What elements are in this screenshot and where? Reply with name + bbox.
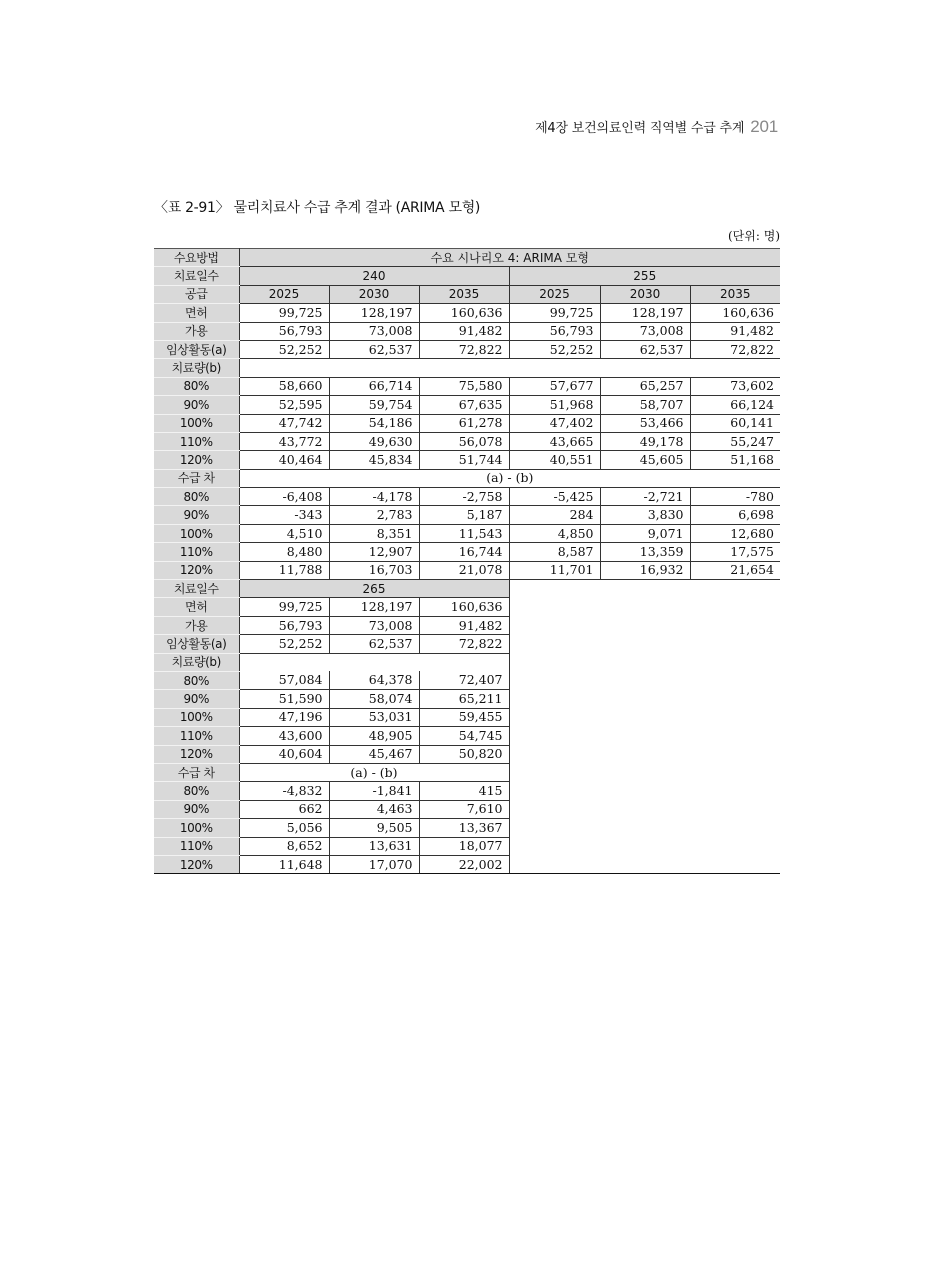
- value-cell: 18,077: [419, 837, 509, 855]
- value-cell: 9,071: [600, 524, 690, 542]
- value-cell: 6,698: [690, 506, 780, 524]
- row-label: 80%: [154, 782, 239, 800]
- empty-cell: [509, 671, 780, 689]
- table-row: [154, 708, 780, 726]
- value-cell: 11,543: [419, 524, 509, 542]
- row-label: 면허: [154, 598, 239, 616]
- empty-cell: [239, 653, 509, 671]
- row-label: 수요방법: [154, 249, 239, 267]
- table-row: [154, 616, 780, 634]
- value-cell: 59,754: [329, 396, 419, 414]
- value-cell: 13,367: [419, 819, 509, 837]
- value-cell: 58,707: [600, 396, 690, 414]
- empty-cell: [509, 598, 780, 616]
- value-cell: 65,257: [600, 377, 690, 395]
- table-row: [154, 598, 780, 616]
- value-cell: 16,744: [419, 543, 509, 561]
- value-cell: 66,714: [329, 377, 419, 395]
- table-row: [154, 340, 780, 358]
- table-row: [154, 580, 780, 598]
- value-cell: 99,725: [509, 304, 600, 322]
- table-row: [154, 304, 780, 322]
- value-cell: 21,078: [419, 561, 509, 579]
- row-label: 110%: [154, 543, 239, 561]
- row-label: 임상활동(a): [154, 635, 239, 653]
- days-header: 255: [509, 267, 780, 285]
- value-cell: 12,907: [329, 543, 419, 561]
- table-row: [154, 267, 780, 285]
- table-row: [154, 451, 780, 469]
- unit-note: (단위: 명): [728, 229, 780, 243]
- value-cell: 57,677: [509, 377, 600, 395]
- value-cell: 99,725: [239, 598, 329, 616]
- value-cell: 45,467: [329, 745, 419, 763]
- value-cell: 55,247: [690, 432, 780, 450]
- value-cell: 91,482: [690, 322, 780, 340]
- value-cell: 91,482: [419, 616, 509, 634]
- empty-cell: [509, 800, 780, 818]
- value-cell: 67,635: [419, 396, 509, 414]
- value-cell: -2,721: [600, 488, 690, 506]
- value-cell: 45,605: [600, 451, 690, 469]
- value-cell: 40,551: [509, 451, 600, 469]
- value-cell: 65,211: [419, 690, 509, 708]
- value-cell: 56,793: [239, 322, 329, 340]
- value-cell: 61,278: [419, 414, 509, 432]
- value-cell: 62,537: [329, 340, 419, 358]
- value-cell: 57,084: [239, 671, 329, 689]
- value-cell: 128,197: [329, 304, 419, 322]
- value-cell: 9,505: [329, 819, 419, 837]
- empty-cell: [509, 782, 780, 800]
- table-row: [154, 322, 780, 340]
- days-header: 240: [239, 267, 509, 285]
- value-cell: 284: [509, 506, 600, 524]
- table-body: [154, 249, 780, 874]
- value-cell: 415: [419, 782, 509, 800]
- row-label: 90%: [154, 396, 239, 414]
- table-row: [154, 763, 780, 781]
- empty-cell: [509, 635, 780, 653]
- value-cell: 66,124: [690, 396, 780, 414]
- value-cell: 43,600: [239, 727, 329, 745]
- value-cell: 47,196: [239, 708, 329, 726]
- value-cell: 45,834: [329, 451, 419, 469]
- value-cell: 13,631: [329, 837, 419, 855]
- table-row: [154, 837, 780, 855]
- value-cell: 58,660: [239, 377, 329, 395]
- value-cell: 17,575: [690, 543, 780, 561]
- value-cell: 40,604: [239, 745, 329, 763]
- value-cell: 72,822: [419, 340, 509, 358]
- value-cell: 16,703: [329, 561, 419, 579]
- year-header: 2030: [600, 285, 690, 303]
- value-cell: -343: [239, 506, 329, 524]
- value-cell: 50,820: [419, 745, 509, 763]
- value-cell: 4,510: [239, 524, 329, 542]
- value-cell: 51,968: [509, 396, 600, 414]
- value-cell: 5,056: [239, 819, 329, 837]
- empty-cell: [509, 745, 780, 763]
- value-cell: 662: [239, 800, 329, 818]
- row-label: 110%: [154, 727, 239, 745]
- page-number: 201: [750, 117, 778, 136]
- value-cell: 160,636: [690, 304, 780, 322]
- value-cell: 91,482: [419, 322, 509, 340]
- row-label: 수급 차: [154, 469, 239, 487]
- table-caption: 〈표 2-91〉 물리치료사 수급 추계 결과 (ARIMA 모형): [154, 200, 481, 216]
- year-header: 2035: [690, 285, 780, 303]
- value-cell: 51,590: [239, 690, 329, 708]
- value-cell: 54,745: [419, 727, 509, 745]
- value-cell: 56,793: [509, 322, 600, 340]
- value-cell: 11,701: [509, 561, 600, 579]
- value-cell: 128,197: [600, 304, 690, 322]
- value-cell: 5,187: [419, 506, 509, 524]
- table-row: [154, 727, 780, 745]
- value-cell: 54,186: [329, 414, 419, 432]
- row-label: 치료일수: [154, 267, 239, 285]
- value-cell: 40,464: [239, 451, 329, 469]
- empty-cell: [509, 580, 780, 598]
- row-label: 80%: [154, 488, 239, 506]
- chapter-title: 제4장 보건의료인력 직역별 수급 추계: [535, 121, 745, 136]
- row-label: 90%: [154, 690, 239, 708]
- value-cell: 60,141: [690, 414, 780, 432]
- empty-cell: [239, 359, 780, 377]
- value-cell: 4,463: [329, 800, 419, 818]
- year-header: 2030: [329, 285, 419, 303]
- table-row: [154, 359, 780, 377]
- value-cell: 43,772: [239, 432, 329, 450]
- row-label: 가용: [154, 322, 239, 340]
- empty-cell: [509, 653, 780, 671]
- value-cell: 72,822: [419, 635, 509, 653]
- value-cell: 160,636: [419, 304, 509, 322]
- value-cell: 56,078: [419, 432, 509, 450]
- value-cell: -5,425: [509, 488, 600, 506]
- row-label: 가용: [154, 616, 239, 634]
- year-header: 2035: [419, 285, 509, 303]
- value-cell: 59,455: [419, 708, 509, 726]
- value-cell: 47,742: [239, 414, 329, 432]
- value-cell: 3,830: [600, 506, 690, 524]
- row-label: 치료량(b): [154, 359, 239, 377]
- table-row: [154, 782, 780, 800]
- value-cell: 73,008: [600, 322, 690, 340]
- row-label: 110%: [154, 837, 239, 855]
- value-cell: 160,636: [419, 598, 509, 616]
- row-label: 100%: [154, 819, 239, 837]
- table-row: [154, 855, 780, 873]
- table-row: [154, 488, 780, 506]
- table-row: [154, 561, 780, 579]
- supply-demand-table: [154, 248, 780, 874]
- row-label: 120%: [154, 451, 239, 469]
- value-cell: 51,168: [690, 451, 780, 469]
- value-cell: -4,178: [329, 488, 419, 506]
- value-cell: 2,783: [329, 506, 419, 524]
- value-cell: 75,580: [419, 377, 509, 395]
- value-cell: 52,252: [239, 635, 329, 653]
- table-row: [154, 396, 780, 414]
- value-cell: 11,788: [239, 561, 329, 579]
- table-row: [154, 635, 780, 653]
- value-cell: 52,252: [509, 340, 600, 358]
- value-cell: -2,758: [419, 488, 509, 506]
- table-row: [154, 671, 780, 689]
- value-cell: 13,359: [600, 543, 690, 561]
- value-cell: 64,378: [329, 671, 419, 689]
- table-row: [154, 543, 780, 561]
- table-row: [154, 469, 780, 487]
- value-cell: 51,744: [419, 451, 509, 469]
- row-label: 120%: [154, 855, 239, 873]
- empty-cell: [509, 837, 780, 855]
- days-header: 265: [239, 580, 509, 598]
- gap-formula: (a) - (b): [239, 763, 509, 781]
- empty-cell: [509, 708, 780, 726]
- row-label: 임상활동(a): [154, 340, 239, 358]
- value-cell: 53,466: [600, 414, 690, 432]
- value-cell: 8,351: [329, 524, 419, 542]
- row-label: 80%: [154, 671, 239, 689]
- value-cell: 52,595: [239, 396, 329, 414]
- row-label: 90%: [154, 800, 239, 818]
- value-cell: -4,832: [239, 782, 329, 800]
- table-row: [154, 800, 780, 818]
- row-label: 110%: [154, 432, 239, 450]
- table-row: [154, 414, 780, 432]
- scenario-header: 수요 시나리오 4: ARIMA 모형: [239, 249, 780, 267]
- year-header: 2025: [239, 285, 329, 303]
- value-cell: 48,905: [329, 727, 419, 745]
- value-cell: 7,610: [419, 800, 509, 818]
- value-cell: 11,648: [239, 855, 329, 873]
- value-cell: 16,932: [600, 561, 690, 579]
- table-row: [154, 653, 780, 671]
- table-row: [154, 285, 780, 303]
- value-cell: 72,822: [690, 340, 780, 358]
- value-cell: 49,630: [329, 432, 419, 450]
- row-label: 100%: [154, 524, 239, 542]
- value-cell: 128,197: [329, 598, 419, 616]
- value-cell: 52,252: [239, 340, 329, 358]
- value-cell: 47,402: [509, 414, 600, 432]
- table-row: [154, 690, 780, 708]
- value-cell: 8,480: [239, 543, 329, 561]
- value-cell: 4,850: [509, 524, 600, 542]
- value-cell: 49,178: [600, 432, 690, 450]
- value-cell: -780: [690, 488, 780, 506]
- empty-cell: [509, 690, 780, 708]
- value-cell: 62,537: [329, 635, 419, 653]
- row-label: 치료량(b): [154, 653, 239, 671]
- row-label: 면허: [154, 304, 239, 322]
- table-row: [154, 745, 780, 763]
- row-label: 공급: [154, 285, 239, 303]
- row-label: 수급 차: [154, 763, 239, 781]
- running-head: [535, 117, 778, 137]
- table-row: [154, 432, 780, 450]
- value-cell: 8,652: [239, 837, 329, 855]
- value-cell: 73,602: [690, 377, 780, 395]
- table-row: [154, 506, 780, 524]
- value-cell: 99,725: [239, 304, 329, 322]
- value-cell: 12,680: [690, 524, 780, 542]
- value-cell: -1,841: [329, 782, 419, 800]
- row-label: 90%: [154, 506, 239, 524]
- gap-formula: (a) - (b): [239, 469, 780, 487]
- value-cell: 72,407: [419, 671, 509, 689]
- value-cell: 73,008: [329, 616, 419, 634]
- value-cell: 56,793: [239, 616, 329, 634]
- value-cell: 73,008: [329, 322, 419, 340]
- value-cell: 43,665: [509, 432, 600, 450]
- table-row: [154, 249, 780, 267]
- value-cell: 53,031: [329, 708, 419, 726]
- table-row: [154, 819, 780, 837]
- empty-cell: [509, 616, 780, 634]
- row-label: 100%: [154, 708, 239, 726]
- value-cell: 21,654: [690, 561, 780, 579]
- row-label: 치료일수: [154, 580, 239, 598]
- empty-cell: [509, 819, 780, 837]
- empty-cell: [509, 727, 780, 745]
- empty-cell: [509, 763, 780, 781]
- value-cell: 22,002: [419, 855, 509, 873]
- row-label: 120%: [154, 561, 239, 579]
- row-label: 80%: [154, 377, 239, 395]
- table-row: [154, 524, 780, 542]
- table-row: [154, 377, 780, 395]
- value-cell: 17,070: [329, 855, 419, 873]
- empty-cell: [509, 855, 780, 873]
- row-label: 120%: [154, 745, 239, 763]
- value-cell: -6,408: [239, 488, 329, 506]
- value-cell: 8,587: [509, 543, 600, 561]
- year-header: 2025: [509, 285, 600, 303]
- value-cell: 62,537: [600, 340, 690, 358]
- value-cell: 58,074: [329, 690, 419, 708]
- row-label: 100%: [154, 414, 239, 432]
